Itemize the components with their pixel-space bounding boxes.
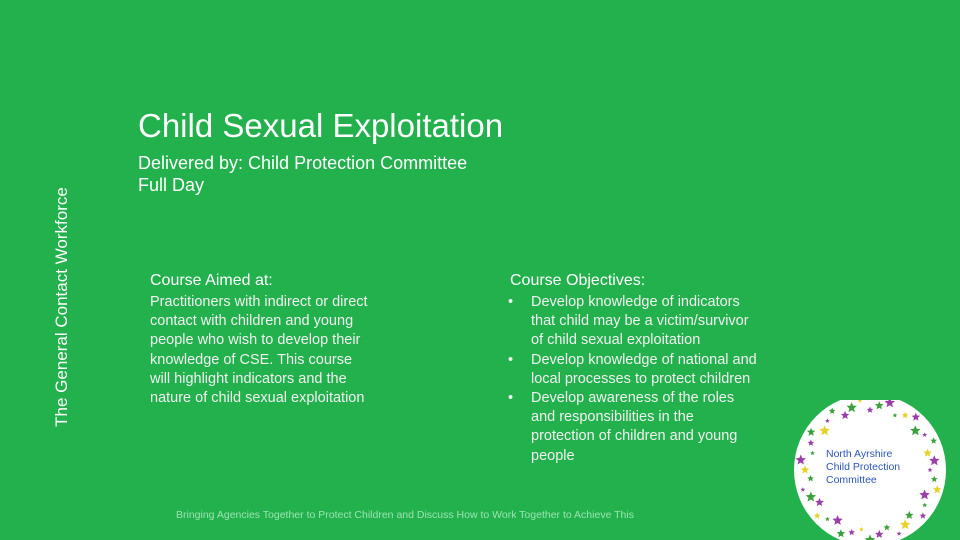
committee-name [826,448,926,487]
subtitle [138,152,467,196]
aimed-line: will highlight indicators and the [150,370,347,387]
bullet-icon: • [508,351,514,368]
bullet-icon: • [508,390,514,407]
aimed-line: people who wish to develop their [150,332,361,349]
page-title: Child Sexual Exploitation [138,107,504,144]
course-aimed-text [150,293,400,408]
subtitle-duration: Full Day [138,175,205,195]
objective-line: protection of children and young [531,428,738,445]
objective-line: Develop knowledge of national and [531,351,757,368]
course-objectives-list [508,293,788,466]
aimed-line: nature of child sexual exploitation [150,390,365,407]
objective-item [508,389,788,466]
course-aimed-heading: Course Aimed at: [150,272,273,289]
committee-name-line: Committee [826,474,877,486]
course-objectives-heading: Course Objectives: [510,272,646,289]
subtitle-delivered-by: Delivered by: Child Protection Committee [138,153,468,173]
objective-line: Develop awareness of the roles [531,390,735,407]
objective-line: people [531,447,575,464]
objective-item [508,351,788,389]
aimed-line: knowledge of CSE. This course [150,351,353,368]
objective-item [508,293,788,351]
objective-line: that child may be a victim/survivor [531,313,749,330]
bullet-icon: • [508,294,514,310]
objective-line: Develop knowledge of indicators [531,294,740,310]
objective-line: of child sexual exploitation [531,332,701,349]
committee-name-line: North Ayrshire [826,448,893,460]
aimed-line: Practitioners with indirect or direct [150,294,368,310]
footer-tagline: Bringing Agencies Together to Protect Children and Discuss How to Work Together to Achieve This [176,509,634,521]
aimed-line: contact with children and young [150,313,354,330]
objective-line: local processes to protect children [531,370,751,387]
committee-name-line: Child Protection [826,461,901,473]
side-label: The General Contact Workforce [52,187,71,427]
objective-line: and responsibilities in the [531,409,694,426]
